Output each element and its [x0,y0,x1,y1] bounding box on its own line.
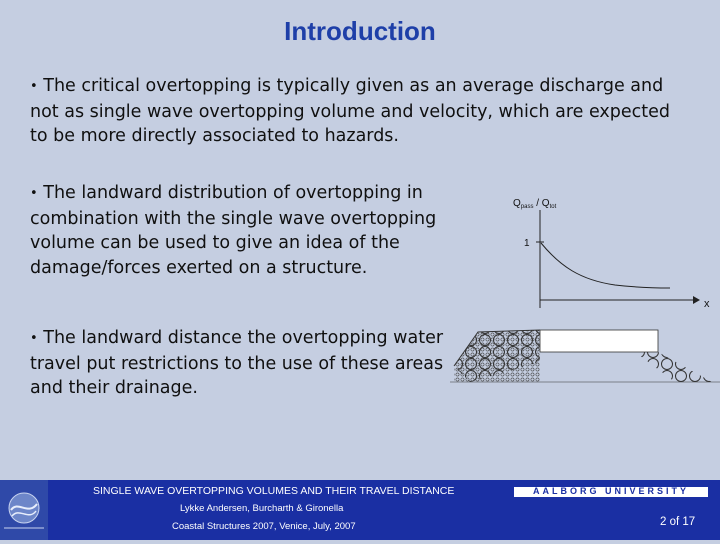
bullet-3-text: The landward distance the overtopping water travel put restrictions to the use of these areas and their drainage. [30,328,444,398]
graph-y-label: $Q_{pass} / Q_{tot}$ [513,198,557,210]
graph-y-tick-label: 1 [524,238,530,249]
bullet-2-text: The landward distribution of overtopping in combination with the single wave overtopping volume can be used to give an idea of the damage/forces exerted on a structure. [30,183,437,278]
bullet-dot: • [30,331,38,346]
graph-x-arrow [693,296,700,304]
bullet-1-text: The critical overtopping is typically given as an average discharge and not as single wave overtopping volume and velocity, which are expected to be more directly associated to hazards. [30,76,671,146]
conference-logo [0,480,48,540]
slide-title: Introduction [284,16,436,46]
graph-x-label: x [704,298,710,310]
footer-conference: Coastal Structures 2007, Venice, July, 2007 [172,521,356,532]
footer-bar [0,480,720,540]
footer-authors: Lykke Andersen, Burcharth & Gironella [180,503,344,514]
breakwater-cross-section [450,322,720,392]
conference-logo-icon [0,480,48,540]
bullet-2 [30,181,470,280]
overtopping-distribution-graph [500,188,720,318]
footer-paper-title: SINGLE WAVE OVERTOPPING VOLUMES AND THEIR TRAVEL DISTANCE [93,485,455,497]
bullet-dot: • [30,79,38,94]
graph-decay-curve [541,243,670,288]
university-logo [514,487,708,497]
bullet-1 [30,74,680,149]
university-name: AALBORG UNIVERSITY [532,486,689,496]
page-number: 2 of 17 [660,516,696,528]
bullet-dot: • [30,186,38,201]
bullet-3 [30,326,460,401]
